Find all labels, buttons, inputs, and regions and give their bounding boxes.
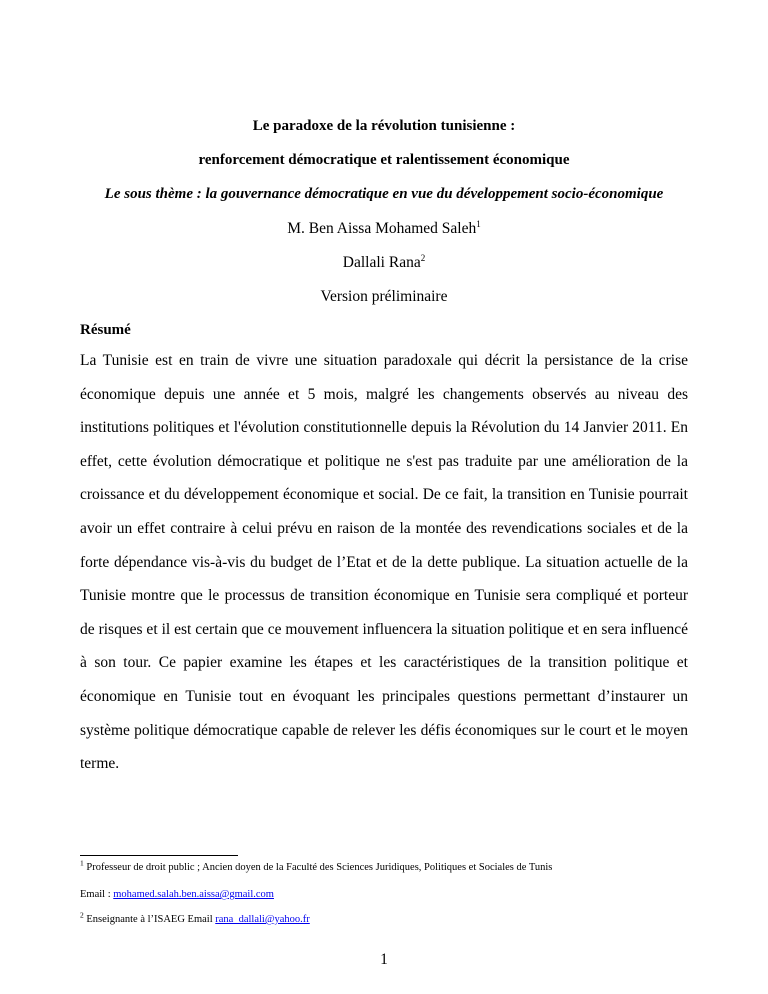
- footnote-2: [80, 910, 310, 925]
- title-line-1: Le paradoxe de la révolution tunisienne :: [252, 118, 516, 134]
- email-link-1[interactable]: mohamed.salah.ben.aissa@gmail.com: [113, 889, 274, 900]
- author-2-note: 2: [420, 252, 426, 263]
- footnote-2-mark: 2: [80, 910, 84, 920]
- author-1-name: M. Ben Aissa Mohamed Saleh: [287, 220, 477, 237]
- author-1-note: 1: [476, 218, 481, 229]
- subtheme: Le sous thème : la gouvernance démocratique en vue du développement socio-économique: [104, 186, 664, 202]
- footnote-1-mark: 1: [80, 858, 84, 868]
- abstract-heading: Résumé: [80, 322, 131, 338]
- author-2-name: Dallali Rana: [342, 254, 421, 271]
- title-line-2: renforcement démocratique et ralentissement économique: [198, 152, 570, 168]
- version-label: Version préliminaire: [320, 288, 448, 305]
- footnote-1-text: Professeur de droit public ; Ancien doyen de la Faculté des Sciences Juridiques, Politiques et Sociales de Tunis: [86, 862, 553, 873]
- email-label: Email :: [80, 889, 114, 900]
- footnote-1: [80, 858, 553, 873]
- author-2: [0, 254, 768, 272]
- page-number: 1: [380, 951, 388, 968]
- abstract-text: La Tunisie est en train de vivre une situation paradoxale qui décrit la persistance de la crise économique depuis une année et 5 mois, malgré les changements observés au niveau des institutions politiques et l'évolution constitutionnelle depuis la Révolution du 14 Janvier 2011. En effet, cette évolution démocratique et politique ne s'est pas traduite par une amélioration de la croissance et du développement économique et social. De ce fait, la transition en Tunisie pourrait avoir un effet contraire à celui prévu en raison de la montée des revendications sociales et de la forte dépendance vis-à-vis du budget de l’Etat et de la dette publique. La situation actuelle de la Tunisie montre que le processus de transition économique en Tunisie sera compliqué et porteur de risques et il est certain que ce mouvement influencera la situation politique et en sera influencé à son tour. Ce papier examine les étapes et les caractéristiques de la transition politique et économique en Tunisie tout en évoquant les principales questions permettant d’instaurer un système politique démocratique capable de relever les défis économiques sur le court et le moyen terme.: [80, 352, 688, 773]
- footnote-2-text: Enseignante à l’ISAEG Email: [86, 914, 216, 925]
- email-link-2[interactable]: rana_dallali@yahoo.fr: [215, 914, 310, 925]
- footnote-1-email: [80, 889, 274, 900]
- author-1: [0, 220, 768, 238]
- footnote-rule: [80, 855, 238, 856]
